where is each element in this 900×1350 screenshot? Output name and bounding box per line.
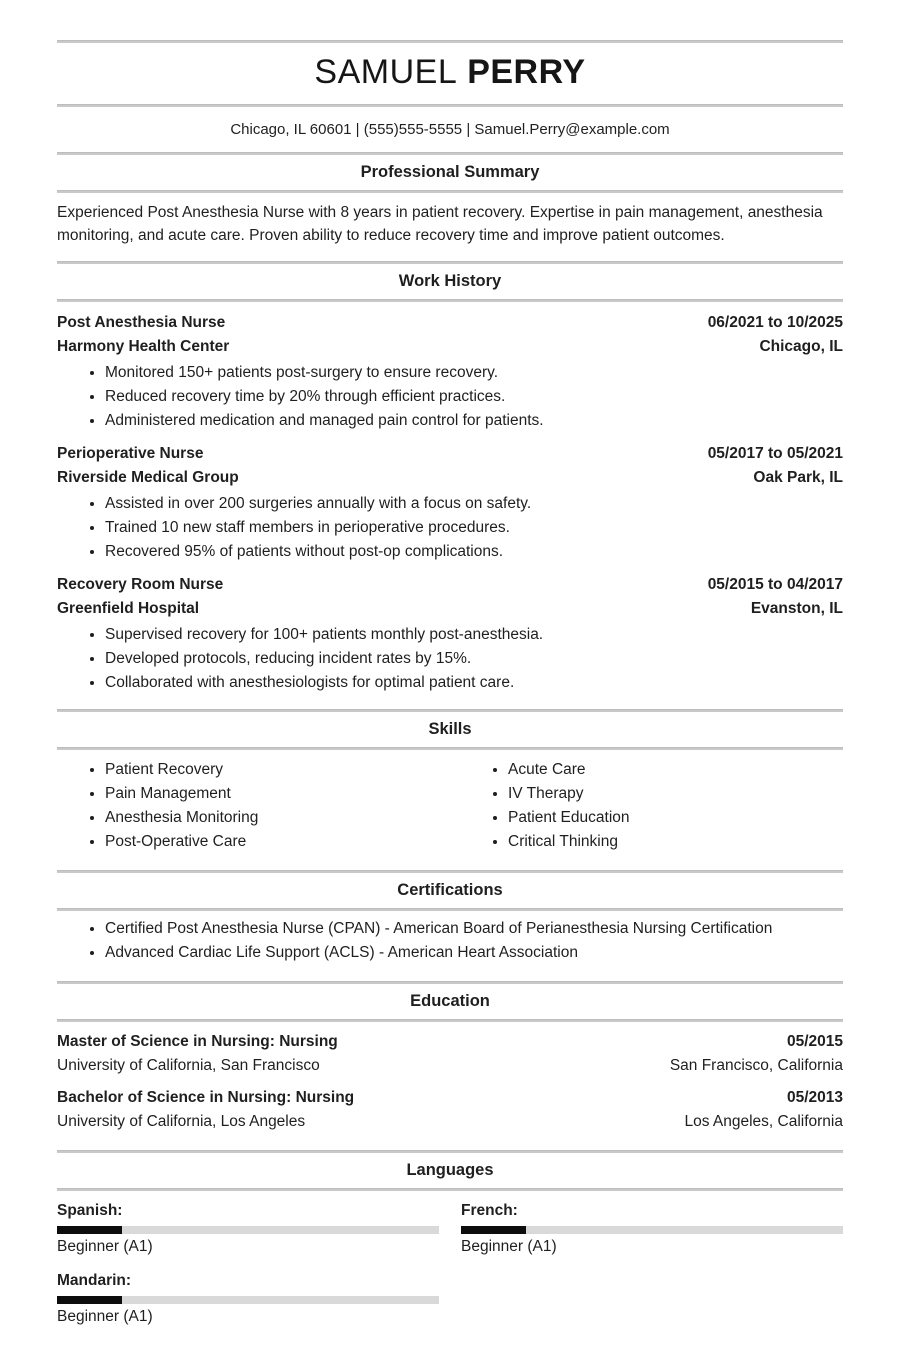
language-proficiency-bar [461, 1226, 843, 1234]
divider [57, 870, 843, 873]
skill-item: • Pain Management [105, 782, 440, 806]
skills-columns [57, 756, 843, 854]
section-title-languages: Languages [406, 1161, 494, 1179]
job-dates: 06/2021 to 10/2025 [707, 314, 843, 331]
school-location: Los Angeles, California [684, 1113, 843, 1130]
divider [57, 1188, 843, 1191]
section-title-summary: Professional Summary [360, 163, 540, 181]
language-name: Mandarin: [57, 1272, 132, 1289]
divider [57, 190, 843, 193]
graduation-date: 05/2015 [786, 1033, 843, 1050]
job-bullet: • Assisted in over 200 surgeries annually with a focus on safety. [105, 492, 843, 516]
language-entry [57, 1201, 439, 1257]
language-name: Spanish: [57, 1202, 123, 1219]
language-proficiency-fill [57, 1226, 122, 1234]
job-employer: Greenfield Hospital [57, 600, 200, 617]
section-title-education: Education [410, 992, 490, 1010]
language-entry [461, 1201, 843, 1257]
job-bullet: • Monitored 150+ patients post-surgery to ensure recovery. [105, 361, 843, 385]
skills-left-column [57, 758, 440, 854]
graduation-date: 05/2013 [786, 1089, 843, 1106]
divider [57, 1019, 843, 1022]
education-entry [57, 1030, 843, 1078]
language-level: Beginner (A1) [57, 1238, 153, 1255]
first-name: SAMUEL [314, 53, 458, 91]
last-name: PERRY [467, 53, 586, 91]
job-dates: 05/2015 to 04/2017 [707, 576, 843, 593]
job-bullets [57, 492, 843, 564]
job-title: Post Anesthesia Nurse [57, 314, 226, 331]
job-employer: Harmony Health Center [57, 338, 230, 355]
divider [57, 747, 843, 750]
degree: Bachelor of Science in Nursing: Nursing [57, 1089, 355, 1106]
divider [57, 40, 843, 43]
skill-item: • Critical Thinking [508, 830, 843, 854]
skill-item: • Anesthesia Monitoring [105, 806, 440, 830]
skill-item: • Patient Recovery [105, 758, 440, 782]
education-entry [57, 1086, 843, 1134]
job-title: Recovery Room Nurse [57, 576, 224, 593]
skill-item: • Patient Education [508, 806, 843, 830]
education-section [57, 1030, 843, 1134]
skills-right-column [460, 758, 843, 854]
job-location: Chicago, IL [759, 338, 843, 355]
school: University of California, Los Angeles [57, 1113, 306, 1130]
job-bullets [57, 361, 843, 433]
job-bullet: • Collaborated with anesthesiologists for optimal patient care. [105, 671, 843, 695]
school: University of California, San Francisco [57, 1057, 320, 1074]
job-location: Evanston, IL [750, 600, 843, 617]
school-location: San Francisco, California [669, 1057, 843, 1074]
languages-grid [57, 1201, 843, 1341]
language-entry [57, 1271, 439, 1327]
certification-item: • Advanced Cardiac Life Support (ACLS) - American Heart Association [105, 941, 843, 965]
divider [57, 1150, 843, 1153]
job-entry [57, 311, 843, 433]
language-level: Beginner (A1) [461, 1238, 557, 1255]
job-bullets [57, 623, 843, 695]
divider [57, 981, 843, 984]
job-bullet: • Administered medication and managed pain control for patients. [105, 409, 843, 433]
job-entry [57, 573, 843, 695]
job-employer: Riverside Medical Group [57, 469, 239, 486]
job-bullet: • Developed protocols, reducing incident rates by 15%. [105, 647, 843, 671]
divider [57, 908, 843, 911]
divider [57, 261, 843, 264]
job-bullet: • Recovered 95% of patients without post-op complications. [105, 540, 843, 564]
divider [57, 709, 843, 712]
certifications-list [57, 917, 843, 965]
job-location: Oak Park, IL [753, 469, 843, 486]
skill-item: • Post-Operative Care [105, 830, 440, 854]
language-proficiency-fill [57, 1296, 122, 1304]
section-title-skills: Skills [428, 720, 472, 738]
degree: Master of Science in Nursing: Nursing [57, 1033, 338, 1050]
divider [57, 152, 843, 155]
skill-item: • IV Therapy [508, 782, 843, 806]
divider [57, 299, 843, 302]
job-entry [57, 442, 843, 564]
job-bullet: • Trained 10 new staff members in perioperative procedures. [105, 516, 843, 540]
language-name: French: [461, 1202, 518, 1219]
job-bullet: • Reduced recovery time by 20% through efficient practices. [105, 385, 843, 409]
job-dates: 05/2017 to 05/2021 [707, 445, 843, 462]
section-title-certifications: Certifications [397, 881, 503, 899]
language-proficiency-bar [57, 1226, 439, 1234]
job-title: Perioperative Nurse [57, 445, 204, 462]
contact-line: Chicago, IL 60601 | (555)555-5555 | Samuel.Perry@example.com [230, 121, 670, 138]
job-bullet: • Supervised recovery for 100+ patients monthly post-anesthesia. [105, 623, 843, 647]
certification-item: • Certified Post Anesthesia Nurse (CPAN) - American Board of Perianesthesia Nursing Certification [105, 917, 843, 941]
skill-item: • Acute Care [508, 758, 843, 782]
candidate-name [57, 53, 843, 92]
language-proficiency-bar [57, 1296, 439, 1304]
language-proficiency-fill [461, 1226, 526, 1234]
language-level: Beginner (A1) [57, 1308, 153, 1325]
section-title-work-history: Work History [398, 272, 502, 290]
summary-text: Experienced Post Anesthesia Nurse with 8 years in patient recovery. Expertise in pain management, anesthesia monitoring, and acute care. Proven ability to reduce recovery time and improve patient outcomes. [57, 204, 823, 244]
